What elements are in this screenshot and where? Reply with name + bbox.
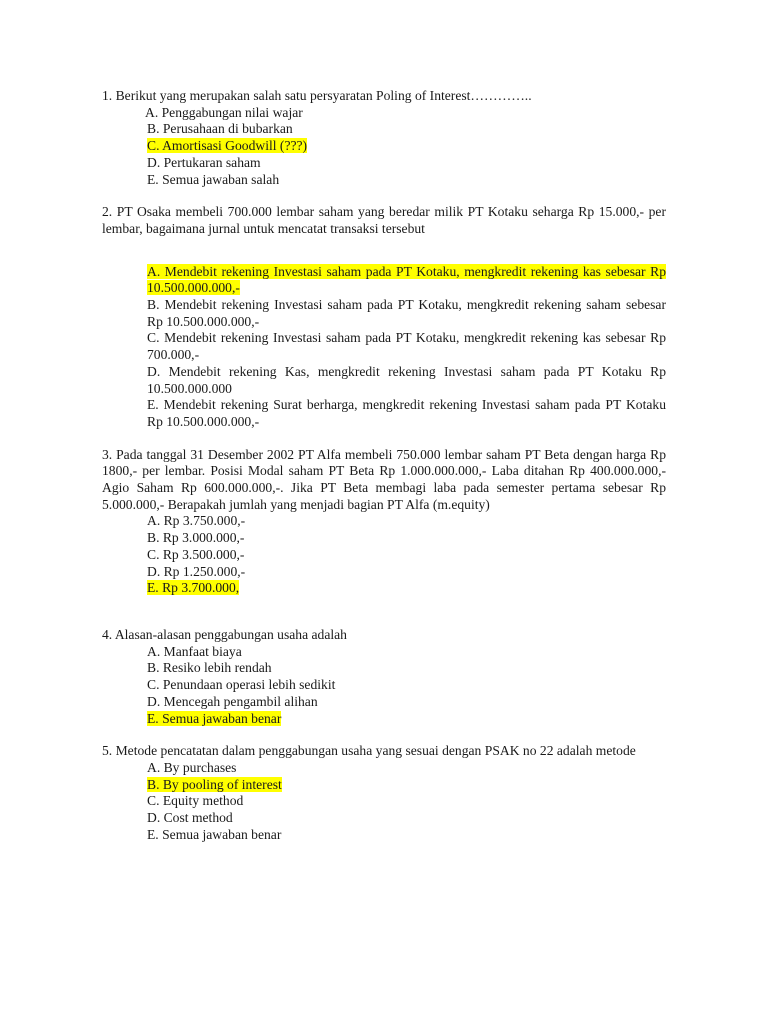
question-1-stem: 1. Berikut yang merupakan salah satu persyaratan Poling of Interest………….. xyxy=(102,88,532,103)
question-5-option-d: D. Cost method xyxy=(147,810,233,826)
question-2-option-c: C. Mendebit rekening Investasi saham pada PT Kotaku, mengkredit rekening kas sebesar Rp 700.000,- xyxy=(147,330,666,363)
question-2-stem: 2. PT Osaka membeli 700.000 lembar saham yang beredar milik PT Kotaku seharga Rp 15.000,- per lembar, bagaimana jurnal untuk mencatat transaksi tersebut xyxy=(102,204,666,236)
question-2-option-a: A. Mendebit rekening Investasi saham pada PT Kotaku, mengkredit rekening kas sebesar Rp 10.500.000.000,- xyxy=(147,263,666,296)
question-3-option-d: D. Rp 1.250.000,- xyxy=(147,563,246,579)
question-1-option-c: C. Amortisasi Goodwill (???) xyxy=(147,138,308,154)
question-5-option-a: A. By purchases xyxy=(147,759,237,775)
question-2 xyxy=(102,204,666,430)
question-5-option-c: C. Equity method xyxy=(147,793,244,809)
question-4-option-b: B. Resiko lebih rendah xyxy=(147,660,272,676)
question-1-option-a: A. Penggabungan nilai wajar xyxy=(145,104,303,120)
question-3-option-c: C. Rp 3.500.000,- xyxy=(147,546,245,562)
question-4 xyxy=(102,627,666,727)
question-2-option-b: B. Mendebit rekening Investasi saham pada PT Kotaku, mengkredit rekening saham sebesar Rp 10.500.000.000,- xyxy=(147,297,666,329)
question-5-option-e: E. Semua jawaban benar xyxy=(147,826,282,842)
question-1 xyxy=(102,88,666,188)
question-4-option-a: A. Manfaat biaya xyxy=(147,643,242,659)
question-4-option-c: C. Penundaan operasi lebih sedikit xyxy=(147,677,336,693)
question-2-option-d: D. Mendebit rekening Kas, mengkredit rekening Investasi saham pada PT Kotaku Rp 10.500.000.000 xyxy=(147,363,666,396)
question-3-option-a: A. Rp 3.750.000,- xyxy=(147,513,246,529)
question-4-stem: 4. Alasan-alasan penggabungan usaha adalah xyxy=(102,626,347,642)
document-page xyxy=(102,88,666,843)
question-1-option-b: B. Perusahaan di bubarkan xyxy=(147,121,293,137)
question-4-option-d: D. Mencegah pengambil alihan xyxy=(147,693,318,709)
question-5 xyxy=(102,743,666,843)
question-3 xyxy=(102,447,666,597)
question-1-option-e: E. Semua jawaban salah xyxy=(147,171,280,187)
question-1-option-d: D. Pertukaran saham xyxy=(147,154,261,170)
question-5-stem: 5. Metode pencatatan dalam penggabungan usaha yang sesuai dengan PSAK no 22 adalah metode xyxy=(102,743,636,759)
question-5-option-b: B. By pooling of interest xyxy=(147,776,282,792)
question-3-option-b: B. Rp 3.000.000,- xyxy=(147,530,245,546)
question-2-option-e: E. Mendebit rekening Surat berharga, mengkredit rekening Investasi saham pada PT Kotaku Rp 10.500.000.000,- xyxy=(147,397,666,429)
question-3-stem: 3. Pada tanggal 31 Desember 2002 PT Alfa membeli 750.000 lembar saham PT Beta dengan harga Rp 1800,- per lembar. Posisi Modal saham PT Beta Rp 1.000.000.000,- Laba ditahan Rp 400.000.000,- Agio Saham Rp 600.000.000,-. Jika PT Beta membagi laba pada semester pertama sebesar Rp 5.000.000,- Berapakah jumlah yang menjadi bagian PT Alfa (m.equity) xyxy=(102,446,666,512)
question-4-option-e: E. Semua jawaban benar xyxy=(147,710,282,726)
question-3-option-e: E. Rp 3.700.000, xyxy=(147,580,240,596)
